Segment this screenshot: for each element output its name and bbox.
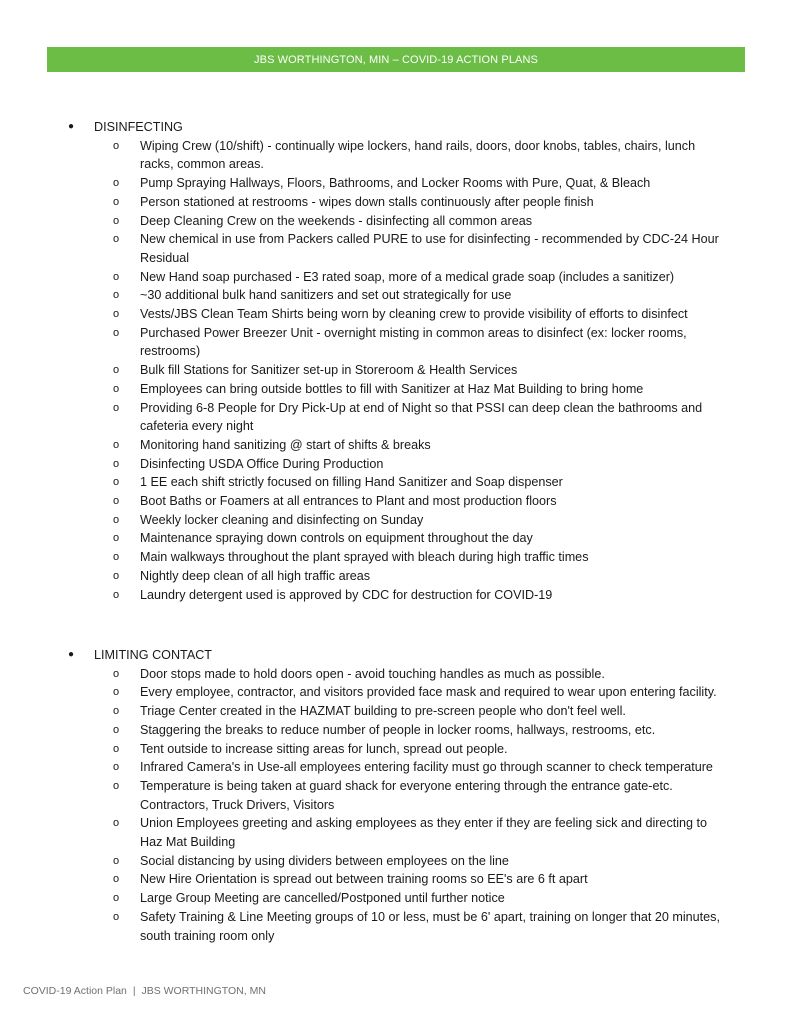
circle-bullet-icon: o: [113, 588, 120, 601]
list-item: [68, 361, 758, 380]
page-footer: [23, 985, 266, 997]
circle-bullet-icon: o: [113, 308, 120, 321]
section-limiting-contact: [68, 646, 758, 945]
circle-bullet-icon: o: [113, 705, 120, 718]
list-item-continuation: [68, 796, 758, 815]
circle-bullet-icon: o: [113, 270, 120, 283]
circle-bullet-icon: o: [113, 513, 120, 526]
list-item-text: Boot Baths or Foamers at all entrances to Plant and most production floors: [140, 494, 557, 509]
list-item-text: Large Group Meeting are cancelled/Postponed until further notice: [140, 891, 505, 906]
list-item-text: Disinfecting USDA Office During Production: [140, 456, 384, 471]
list-item: [68, 511, 758, 530]
list-item-text: Providing 6-8 People for Dry Pick-Up at end of Night so that PSSI can deep clean the bathrooms and: [140, 400, 703, 415]
circle-bullet-icon: o: [113, 476, 120, 489]
section-disinfecting: [68, 118, 758, 604]
list-item-text: Nightly deep clean of all high traffic areas: [140, 568, 371, 583]
circle-bullet-icon: o: [113, 438, 120, 451]
circle-bullet-icon: o: [113, 723, 120, 736]
list-item-continuation: [68, 833, 758, 852]
circle-bullet-icon: o: [113, 910, 120, 923]
list-item-text: racks, common areas.: [140, 157, 264, 172]
list-item-text: Pump Spraying Hallways, Floors, Bathrooms, and Locker Rooms with Pure, Quat, & Bleach: [140, 176, 651, 191]
list-item-text: Safety Training & Line Meeting groups of 10 or less, must be 6' apart, training on longer that 20 minutes,: [140, 909, 720, 924]
circle-bullet-icon: o: [113, 495, 120, 508]
list-item-text: Haz Mat Building: [140, 835, 236, 850]
list-item: [68, 870, 758, 889]
list-item: [68, 193, 758, 212]
list-item: [68, 492, 758, 511]
list-item-text: Maintenance spraying down controls on equipment throughout the day: [140, 531, 533, 546]
circle-bullet-icon: o: [113, 233, 120, 246]
list-item: [68, 683, 758, 702]
list-item-text: Tent outside to increase sitting areas for lunch, spread out people.: [140, 741, 508, 756]
circle-bullet-icon: o: [113, 326, 120, 339]
list-item: [68, 230, 758, 249]
circle-bullet-icon: o: [113, 551, 120, 564]
list-item-text: Staggering the breaks to reduce number of people in locker rooms, hallways, restrooms, etc.: [140, 722, 656, 737]
list-item: [68, 908, 758, 927]
list-item-text: Weekly locker cleaning and disinfecting on Sunday: [140, 512, 424, 527]
list-item: [68, 665, 758, 684]
list-item: [68, 548, 758, 567]
list-item: [68, 702, 758, 721]
circle-bullet-icon: o: [113, 761, 120, 774]
list-item-text: Residual: [140, 250, 190, 265]
bullet-dot-icon: ●: [68, 649, 75, 660]
circle-bullet-icon: o: [113, 289, 120, 302]
list-item-text: Main walkways throughout the plant sprayed with bleach during high traffic times: [140, 550, 589, 565]
list-item-text: Contractors, Truck Drivers, Visitors: [140, 797, 335, 812]
list-item-text: Deep Cleaning Crew on the weekends - disinfecting all common areas: [140, 213, 533, 228]
list-item: [68, 268, 758, 287]
list-item-text: Social distancing by using dividers between employees on the line: [140, 853, 509, 868]
list-item: [68, 286, 758, 305]
circle-bullet-icon: o: [113, 569, 120, 582]
list-item-text: Every employee, contractor, and visitors provided face mask and required to wear upon entering facility.: [140, 685, 717, 700]
list-item-text: Person stationed at restrooms - wipes down stalls continuously after people finish: [140, 194, 594, 209]
list-item-text: Infrared Camera's in Use-all employees entering facility must go through scanner to check temperature: [140, 760, 713, 775]
list-item-text: New chemical in use from Packers called PURE to use for disinfecting - recommended by CDC-24 Hour: [140, 232, 719, 247]
section-title-text: LIMITING CONTACT: [94, 648, 213, 662]
circle-bullet-icon: o: [113, 195, 120, 208]
document-title: JBS WORTHINGTON, MIN – COVID-19 ACTION PLANS: [254, 53, 538, 66]
section-title: [68, 118, 758, 137]
list-item: [68, 137, 758, 156]
list-item: [68, 721, 758, 740]
list-item: [68, 852, 758, 871]
footer-separator: |: [132, 985, 136, 997]
list-item-text: Bulk fill Stations for Sanitizer set-up in Storeroom & Health Services: [140, 363, 518, 378]
list-item-text: 1 EE each shift strictly focused on filling Hand Sanitizer and Soap dispenser: [140, 475, 563, 490]
list-item-text: cafeteria every night: [140, 419, 254, 434]
footer-doc-name: COVID-19 Action Plan: [23, 985, 127, 997]
circle-bullet-icon: o: [113, 382, 120, 395]
circle-bullet-icon: o: [113, 532, 120, 545]
list-item: [68, 305, 758, 324]
section-title-text: DISINFECTING: [94, 120, 183, 134]
circle-bullet-icon: o: [113, 364, 120, 377]
disinfecting-list: [68, 137, 758, 605]
circle-bullet-icon: o: [113, 177, 120, 190]
list-item: [68, 380, 758, 399]
list-item: [68, 436, 758, 455]
list-item: [68, 758, 758, 777]
document-header-bar: [47, 47, 745, 72]
list-item-text: New Hire Orientation is spread out between training rooms so EE's are 6 ft apart: [140, 872, 588, 887]
list-item-text: Triage Center created in the HAZMAT building to pre-screen people who don't feel well.: [140, 704, 626, 719]
list-item-text: south training room only: [140, 928, 275, 943]
circle-bullet-icon: o: [113, 667, 120, 680]
list-item-text: Monitoring hand sanitizing @ start of shifts & breaks: [140, 437, 431, 452]
circle-bullet-icon: o: [113, 214, 120, 227]
list-item-text: Wiping Crew (10/shift) - continually wipe lockers, hand rails, doors, door knobs, tables, chairs, lunch: [140, 138, 696, 153]
list-item-continuation: [68, 927, 758, 946]
circle-bullet-icon: o: [113, 873, 120, 886]
circle-bullet-icon: o: [113, 401, 120, 414]
section-title: [68, 646, 758, 665]
list-item: [68, 455, 758, 474]
circle-bullet-icon: o: [113, 686, 120, 699]
list-item-text: Union Employees greeting and asking employees as they enter if they are feeling sick and directing to: [140, 816, 708, 831]
list-item: [68, 777, 758, 796]
list-item: [68, 814, 758, 833]
list-item: [68, 212, 758, 231]
list-item: [68, 740, 758, 759]
circle-bullet-icon: o: [113, 742, 120, 755]
circle-bullet-icon: o: [113, 854, 120, 867]
limiting-contact-list: [68, 665, 758, 946]
list-item: [68, 399, 758, 418]
circle-bullet-icon: o: [113, 817, 120, 830]
circle-bullet-icon: o: [113, 457, 120, 470]
circle-bullet-icon: o: [113, 892, 120, 905]
list-item-text: Purchased Power Breezer Unit - overnight misting in common areas to disinfect (ex: locker rooms,: [140, 325, 687, 340]
list-item: [68, 473, 758, 492]
list-item-continuation: [68, 342, 758, 361]
list-item-text: Temperature is being taken at guard shack for everyone entering through the entrance gate-etc.: [140, 778, 673, 793]
circle-bullet-icon: o: [113, 779, 120, 792]
list-item-text: Door stops made to hold doors open - avoid touching handles as much as possible.: [140, 666, 605, 681]
list-item-continuation: [68, 417, 758, 436]
list-item-text: restrooms): [140, 344, 201, 359]
list-item: [68, 174, 758, 193]
list-item-text: Employees can bring outside bottles to fill with Sanitizer at Haz Mat Building to bring home: [140, 381, 644, 396]
list-item-text: ~30 additional bulk hand sanitizers and set out strategically for use: [140, 288, 512, 303]
list-item: [68, 889, 758, 908]
circle-bullet-icon: o: [113, 139, 120, 152]
list-item: [68, 324, 758, 343]
bullet-dot-icon: ●: [68, 121, 75, 132]
list-item: [68, 567, 758, 586]
list-item: [68, 529, 758, 548]
footer-site-name: JBS WORTHINGTON, MN: [141, 985, 266, 997]
list-item-text: Vests/JBS Clean Team Shirts being worn by cleaning crew to provide visibility of efforts to disinfect: [140, 307, 688, 322]
list-item-text: Laundry detergent used is approved by CDC for destruction for COVID-19: [140, 587, 553, 602]
list-item-text: New Hand soap purchased - E3 rated soap, more of a medical grade soap (includes a sanitizer): [140, 269, 675, 284]
list-item: [68, 586, 758, 605]
list-item-continuation: [68, 249, 758, 268]
list-item-continuation: [68, 155, 758, 174]
